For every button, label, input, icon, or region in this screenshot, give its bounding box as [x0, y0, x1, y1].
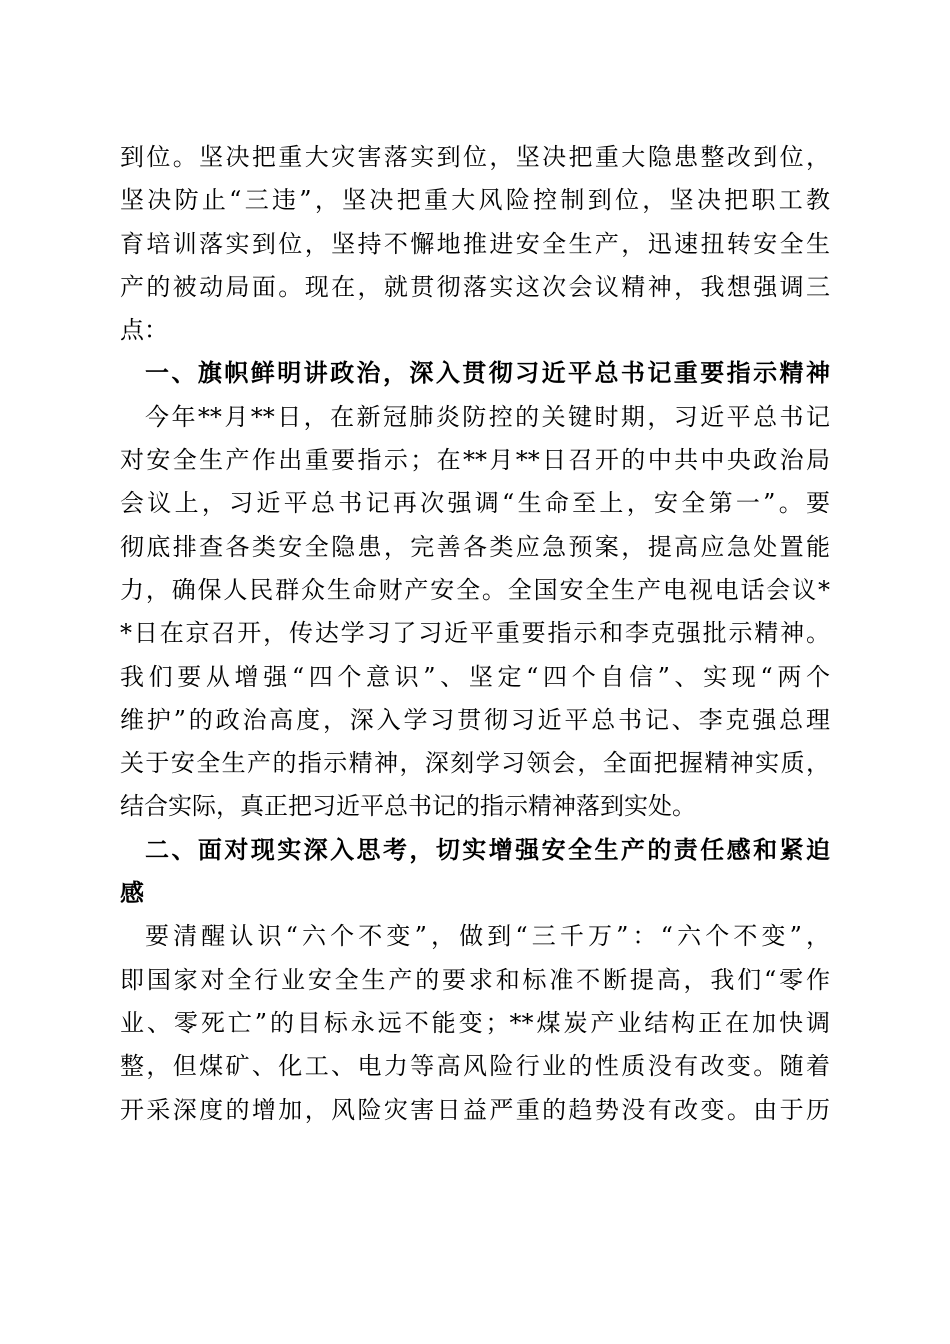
paragraph-line: 整，但煤矿、化工、电力等高风险行业的性质没有改变。随着: [120, 1052, 830, 1081]
paragraph-line: 彻底排查各类安全隐患，完善各类应急预案，提高应急处置能: [120, 532, 830, 561]
paragraph-line: 会议上，习近平总书记再次强调“生命至上，安全第一”。要: [120, 489, 830, 518]
paragraph-line: *日在京召开，传达学习了习近平重要指示和李克强批示精神。: [120, 619, 830, 648]
section-heading-line: 一、旗帜鲜明讲政治，深入贯彻习近平总书记重要指示精神: [145, 359, 830, 388]
paragraph-line: 力，确保人民群众生命财产安全。全国安全生产电视电话会议*: [120, 575, 830, 604]
paragraph-line: 到位。坚决把重大灾害落实到位，坚决把重大隐患整改到位，: [120, 143, 830, 171]
section-heading-line: 二、面对现实深入思考，切实增强安全生产的责任感和紧迫: [145, 835, 830, 864]
document-page: [120, 136, 830, 1132]
paragraph-line: 育培训落实到位，坚持不懈地推进安全生产，迅速扭转安全生: [120, 229, 830, 258]
paragraph-line: 对安全生产作出重要指示；在**月**日召开的中共中央政治局: [120, 446, 830, 475]
paragraph-line: 点：: [120, 316, 168, 345]
paragraph-line: 结合实际，真正把习近平总书记的指示精神落到实处。: [120, 792, 696, 821]
paragraph-line: 业、零死亡”的目标永远不能变；**煤炭产业结构正在加快调: [120, 1008, 830, 1037]
paragraph-line: 维护”的政治高度，深入学习贯彻习近平总书记、李克强总理: [120, 705, 830, 734]
paragraph-line: 我们要从增强“四个意识”、坚定“四个自信”、实现“两个: [120, 662, 830, 691]
paragraph-line: 要清醒认识“六个不变”，做到“三千万”：“六个不变”，: [145, 922, 830, 951]
paragraph-line: 关于安全生产的指示精神，深刻学习领会，全面把握精神实质，: [120, 749, 830, 778]
paragraph-line: 今年**月**日，在新冠肺炎防控的关键时期，习近平总书记: [145, 402, 830, 431]
paragraph-line: 坚决防止“三违”，坚决把重大风险控制到位，坚决把职工教: [120, 186, 830, 215]
paragraph-line: 产的被动局面。现在，就贯彻落实这次会议精神，我想强调三: [120, 272, 830, 301]
section-heading-line: 感: [120, 879, 144, 908]
paragraph-line: 即国家对全行业安全生产的要求和标准不断提高，我们“零作: [120, 965, 830, 994]
paragraph-line: 开采深度的增加，风险灾害日益严重的趋势没有改变。由于历: [120, 1095, 830, 1124]
